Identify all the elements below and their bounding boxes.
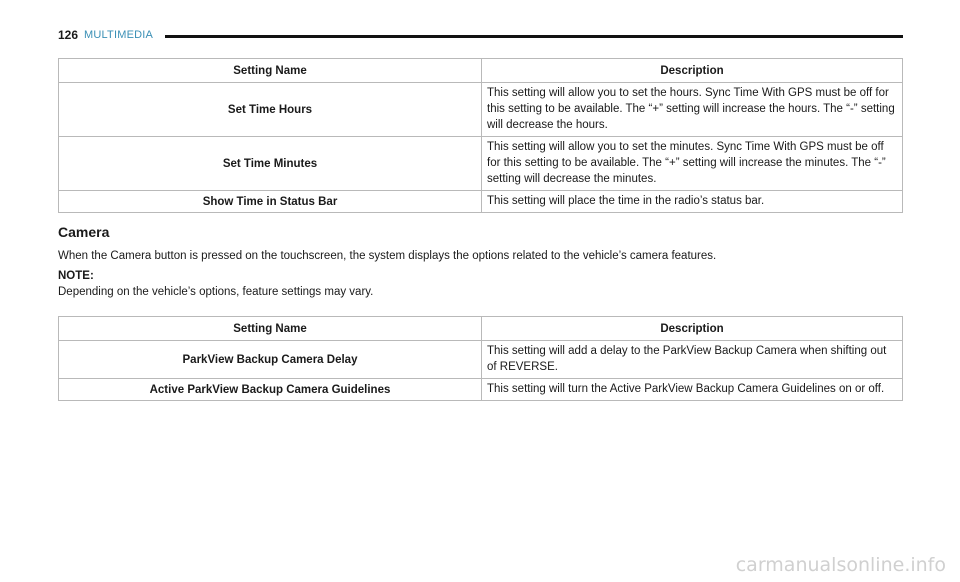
table-row bbox=[59, 379, 903, 401]
column-header-setting-name: Setting Name bbox=[59, 317, 482, 341]
note-label: NOTE: bbox=[58, 270, 94, 282]
column-header-description: Description bbox=[482, 317, 903, 341]
column-header-description: Description bbox=[482, 59, 903, 83]
table-row bbox=[59, 137, 903, 191]
note-text: Depending on the vehicle’s options, feature settings may vary. bbox=[58, 286, 374, 298]
camera-intro-text: When the Camera button is pressed on the touchscreen, the system displays the options related to the vehicle’s camera features. bbox=[58, 250, 717, 262]
page-header bbox=[58, 26, 903, 44]
clock-settings-table bbox=[58, 58, 903, 213]
table-header-row bbox=[59, 59, 903, 83]
header-rule bbox=[165, 35, 903, 38]
setting-description: This setting will add a delay to the ParkView Backup Camera when shifting out of REVERSE. bbox=[482, 341, 903, 379]
table-row bbox=[59, 341, 903, 379]
column-header-setting-name: Setting Name bbox=[59, 59, 482, 83]
setting-description: This setting will allow you to set the minutes. Sync Time With GPS must be off for this setting to be available. The “+” setting will increase the minutes. The “-” setting will decrease the minutes. bbox=[482, 137, 903, 191]
setting-name: Set Time Minutes bbox=[59, 137, 482, 191]
section-title: MULTIMEDIA bbox=[84, 29, 154, 41]
setting-name: Show Time in Status Bar bbox=[59, 191, 482, 213]
table-row bbox=[59, 83, 903, 137]
site-watermark: carmanualsonline.info bbox=[735, 554, 946, 576]
table-header-row bbox=[59, 317, 903, 341]
setting-name: Active ParkView Backup Camera Guidelines bbox=[59, 379, 482, 401]
setting-name: ParkView Backup Camera Delay bbox=[59, 341, 482, 379]
table-row bbox=[59, 191, 903, 213]
setting-description: This setting will turn the Active ParkView Backup Camera Guidelines on or off. bbox=[482, 379, 903, 401]
setting-description: This setting will place the time in the radio’s status bar. bbox=[482, 191, 903, 213]
page-number: 126 bbox=[58, 28, 79, 42]
camera-heading: Camera bbox=[58, 224, 110, 240]
setting-description: This setting will allow you to set the hours. Sync Time With GPS must be off for this setting to be available. The “+” setting will increase the hours. The “-” setting will decrease the hours. bbox=[482, 83, 903, 137]
camera-settings-table bbox=[58, 316, 903, 401]
setting-name: Set Time Hours bbox=[59, 83, 482, 137]
